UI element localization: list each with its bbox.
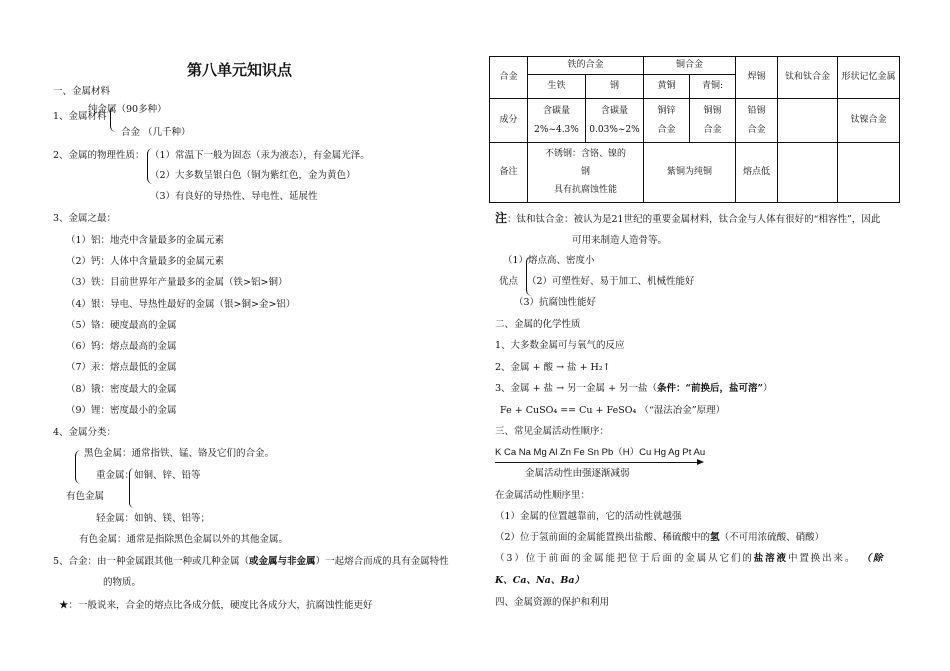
metal-materials-item: 1、金属材料	[53, 111, 107, 122]
titanium-header: 钛和钛合金	[778, 57, 838, 99]
nonferrous-label: 有色金属	[66, 491, 105, 502]
remark-label: 备注	[490, 143, 528, 203]
brace	[75, 450, 81, 484]
superlative-item: （4）银：导电、导热性最好的金属（银>铜>金>铝）	[66, 299, 296, 310]
shape-memory-header: 形状记忆金属	[838, 57, 900, 99]
table-cell-line: 含碳量	[601, 105, 629, 116]
composition-label: 成分	[490, 99, 528, 143]
table-cell-line: 合金	[747, 124, 766, 135]
solder-header: 焊锡	[736, 57, 778, 99]
advantage-item: （3）抗腐蚀性能好	[514, 297, 597, 308]
series-rule-exception-cont: K、Ca、Na、Ba）	[495, 575, 584, 586]
series-rule	[495, 532, 824, 544]
section-1-heading: 一、金属材料	[53, 86, 111, 97]
physical-properties-heading: 2、金属的物理性质：	[53, 150, 145, 161]
brass-header: 黄铜	[644, 75, 690, 99]
table-cell-line: 2%~4.3%	[534, 124, 579, 135]
chemical-property	[495, 383, 773, 395]
superlative-item: （7）汞：熔点最低的金属	[66, 362, 177, 373]
table-cell	[838, 143, 900, 203]
table-cell	[778, 99, 838, 143]
note-mark: 注	[495, 211, 508, 225]
activity-series: K Ca Na Mg Al Zn Fe Sn Pb（H）Cu Hg Ag Pt Au	[495, 447, 706, 458]
superlative-item: （1）铝：地壳中含量最多的金属元素	[66, 235, 225, 246]
table-cell: 熔点低	[736, 143, 778, 203]
superlative-item: （6）钨：熔点最高的金属	[66, 341, 177, 352]
table-cell: 紫铜为纯铜	[644, 143, 736, 203]
table-cell-line: 铜锌	[657, 105, 676, 116]
series-rule-text: （2）位于氢前面的金属能置换出盐酸、稀硫酸中的	[495, 532, 711, 543]
superlative-item: （8）锇：密度最大的金属	[66, 384, 177, 395]
classification-heading: 4、金属分类：	[53, 427, 117, 438]
table-cell	[528, 143, 644, 203]
series-rule-text: （3）位于前面的金属能把位于后面的金属从它们的	[495, 553, 754, 564]
alloy-star-note: ★：一般说来，合金的熔点比各成分低，硬度比各成分大，抗腐蚀性能更好	[59, 600, 373, 611]
note-text: ：钛和钛合金：被认为是21世纪的重要金属材料，钛合金与人体有很好的“相容性”，因此	[507, 214, 881, 225]
chemical-property: 2、金属 + 酸 → 盐 + H₂↑	[495, 362, 611, 373]
iron-alloy-header: 铁的合金	[528, 57, 644, 75]
physical-property: （2）大多数呈银白色（铜为紫红色，金为黄色）	[150, 170, 356, 181]
alloy-count-text: 合金 （几千种）	[121, 127, 191, 138]
series-rule: （1）金属的位置越靠前，它的活动性就越强	[495, 511, 682, 522]
table-cell	[778, 143, 838, 203]
series-rules-heading: 在金属活动性顺序里：	[495, 490, 591, 501]
titanium-note	[495, 212, 880, 226]
advantage-item: （2）可塑性好、易于加工、机械性能好	[527, 276, 695, 287]
table-cell	[644, 99, 690, 143]
table-cell-line: 含碳量	[542, 105, 570, 116]
alloy-header-cell: 合金	[490, 57, 528, 99]
table-cell: 钛镍合金	[838, 99, 900, 143]
light-metals-text: 轻金属：如钠、镁、铝等；	[96, 513, 211, 524]
advantages-label: 优点	[499, 276, 519, 287]
bronze-header: 青铜:	[690, 75, 736, 99]
nonferrous-note: 有色金属：通常是指除黑色金属以外的其他金属。	[79, 534, 289, 545]
table-cell	[690, 99, 736, 143]
physical-property: （1）常温下一般为固态（汞为液态），有金属光泽。	[150, 150, 370, 161]
advantage-item: （1）熔点高、密度小	[503, 255, 595, 266]
series-rule-text-end: （不可用浓硫酸、硝酸）	[719, 532, 825, 543]
arrow-right-icon	[697, 459, 704, 465]
alloy-definition-cont: 的物质。	[103, 577, 142, 588]
series-rule	[495, 553, 884, 565]
activity-series-heading: 三、常见金属活动性顺序：	[495, 426, 610, 437]
page-title: 第八单元知识点	[187, 61, 293, 79]
table-cell-line: 铜锡	[703, 105, 722, 116]
pure-metal-text: 纯金属（90多种）	[88, 104, 167, 115]
pig-iron-header: 生铁	[528, 75, 586, 99]
table-cell-line: 具有抗腐蚀性能	[554, 185, 618, 195]
alloy-definition-bold: 或金属与非金属	[249, 556, 316, 567]
table-cell-line: 合金	[657, 124, 676, 135]
reaction-condition: 条件：“前换后，盐可溶”	[657, 383, 763, 394]
resources-heading: 四、金属资源的保护和利用	[495, 597, 610, 608]
copper-alloy-header: 铜合金	[644, 57, 736, 75]
physical-property: （3）有良好的导热性、导电性、延展性	[150, 191, 318, 202]
superlative-item: （5）铬：硬度最高的金属	[66, 320, 177, 331]
table-cell-line: 铅锡	[747, 105, 766, 116]
table-cell-line: 钢	[581, 167, 591, 177]
reaction-text-end: ）	[762, 383, 773, 394]
series-rule-bold: 盐溶液	[753, 553, 788, 564]
titanium-note-cont: 可用来制造人造骨等。	[572, 235, 668, 246]
activity-arrow-line	[495, 462, 698, 463]
table-cell	[528, 99, 586, 143]
table-cell	[736, 99, 778, 143]
activity-series-caption: 金属活动性由强逐渐减弱	[525, 468, 630, 479]
chemical-property: 1、大多数金属可与氧气的反应	[495, 340, 625, 351]
alloy-definition	[53, 556, 449, 568]
heavy-metals-text: 重金属：如铜、锌、铅等	[96, 470, 201, 481]
superlative-item: （3）铁：目前世界年产量最多的金属（铁>铝>铜）	[66, 277, 288, 288]
alloy-definition-end: ）一起熔合而成的具有金属特性	[315, 556, 449, 567]
series-rule-exception: （除	[866, 553, 885, 564]
table-cell-line: 不锈钢：含铬、镍的	[545, 149, 627, 159]
superlative-item: （2）钙：人体中含量最多的金属元素	[66, 256, 225, 267]
chemical-equation: Fe + CuSO₄ == Cu + FeSO₄ （“湿法冶金”原理）	[500, 405, 726, 416]
ferrous-metals-text: 黑色金属：通常指铁、锰、铬及它们的合金。	[84, 448, 275, 459]
table-cell-line: 0.03%~2%	[589, 124, 640, 135]
series-rule-text-end: 中置换出来。	[787, 553, 857, 564]
reaction-text: 3、金属 + 盐 → 另一金属 + 另一盐（	[495, 383, 658, 394]
table-cell-line: 合金	[703, 124, 722, 135]
alloy-table	[489, 56, 900, 203]
table-cell	[586, 99, 644, 143]
series-rule-bold: 氢	[710, 532, 720, 543]
superlatives-heading: 3、金属之最：	[53, 213, 117, 224]
chemical-properties-heading: 二、金属的化学性质	[495, 319, 581, 330]
superlative-item: （9）锂：密度最小的金属	[66, 405, 177, 416]
alloy-definition-start: 5、合金：由一种金属跟其他一种或几种金属（	[53, 556, 250, 567]
steel-header: 钢	[586, 75, 644, 99]
